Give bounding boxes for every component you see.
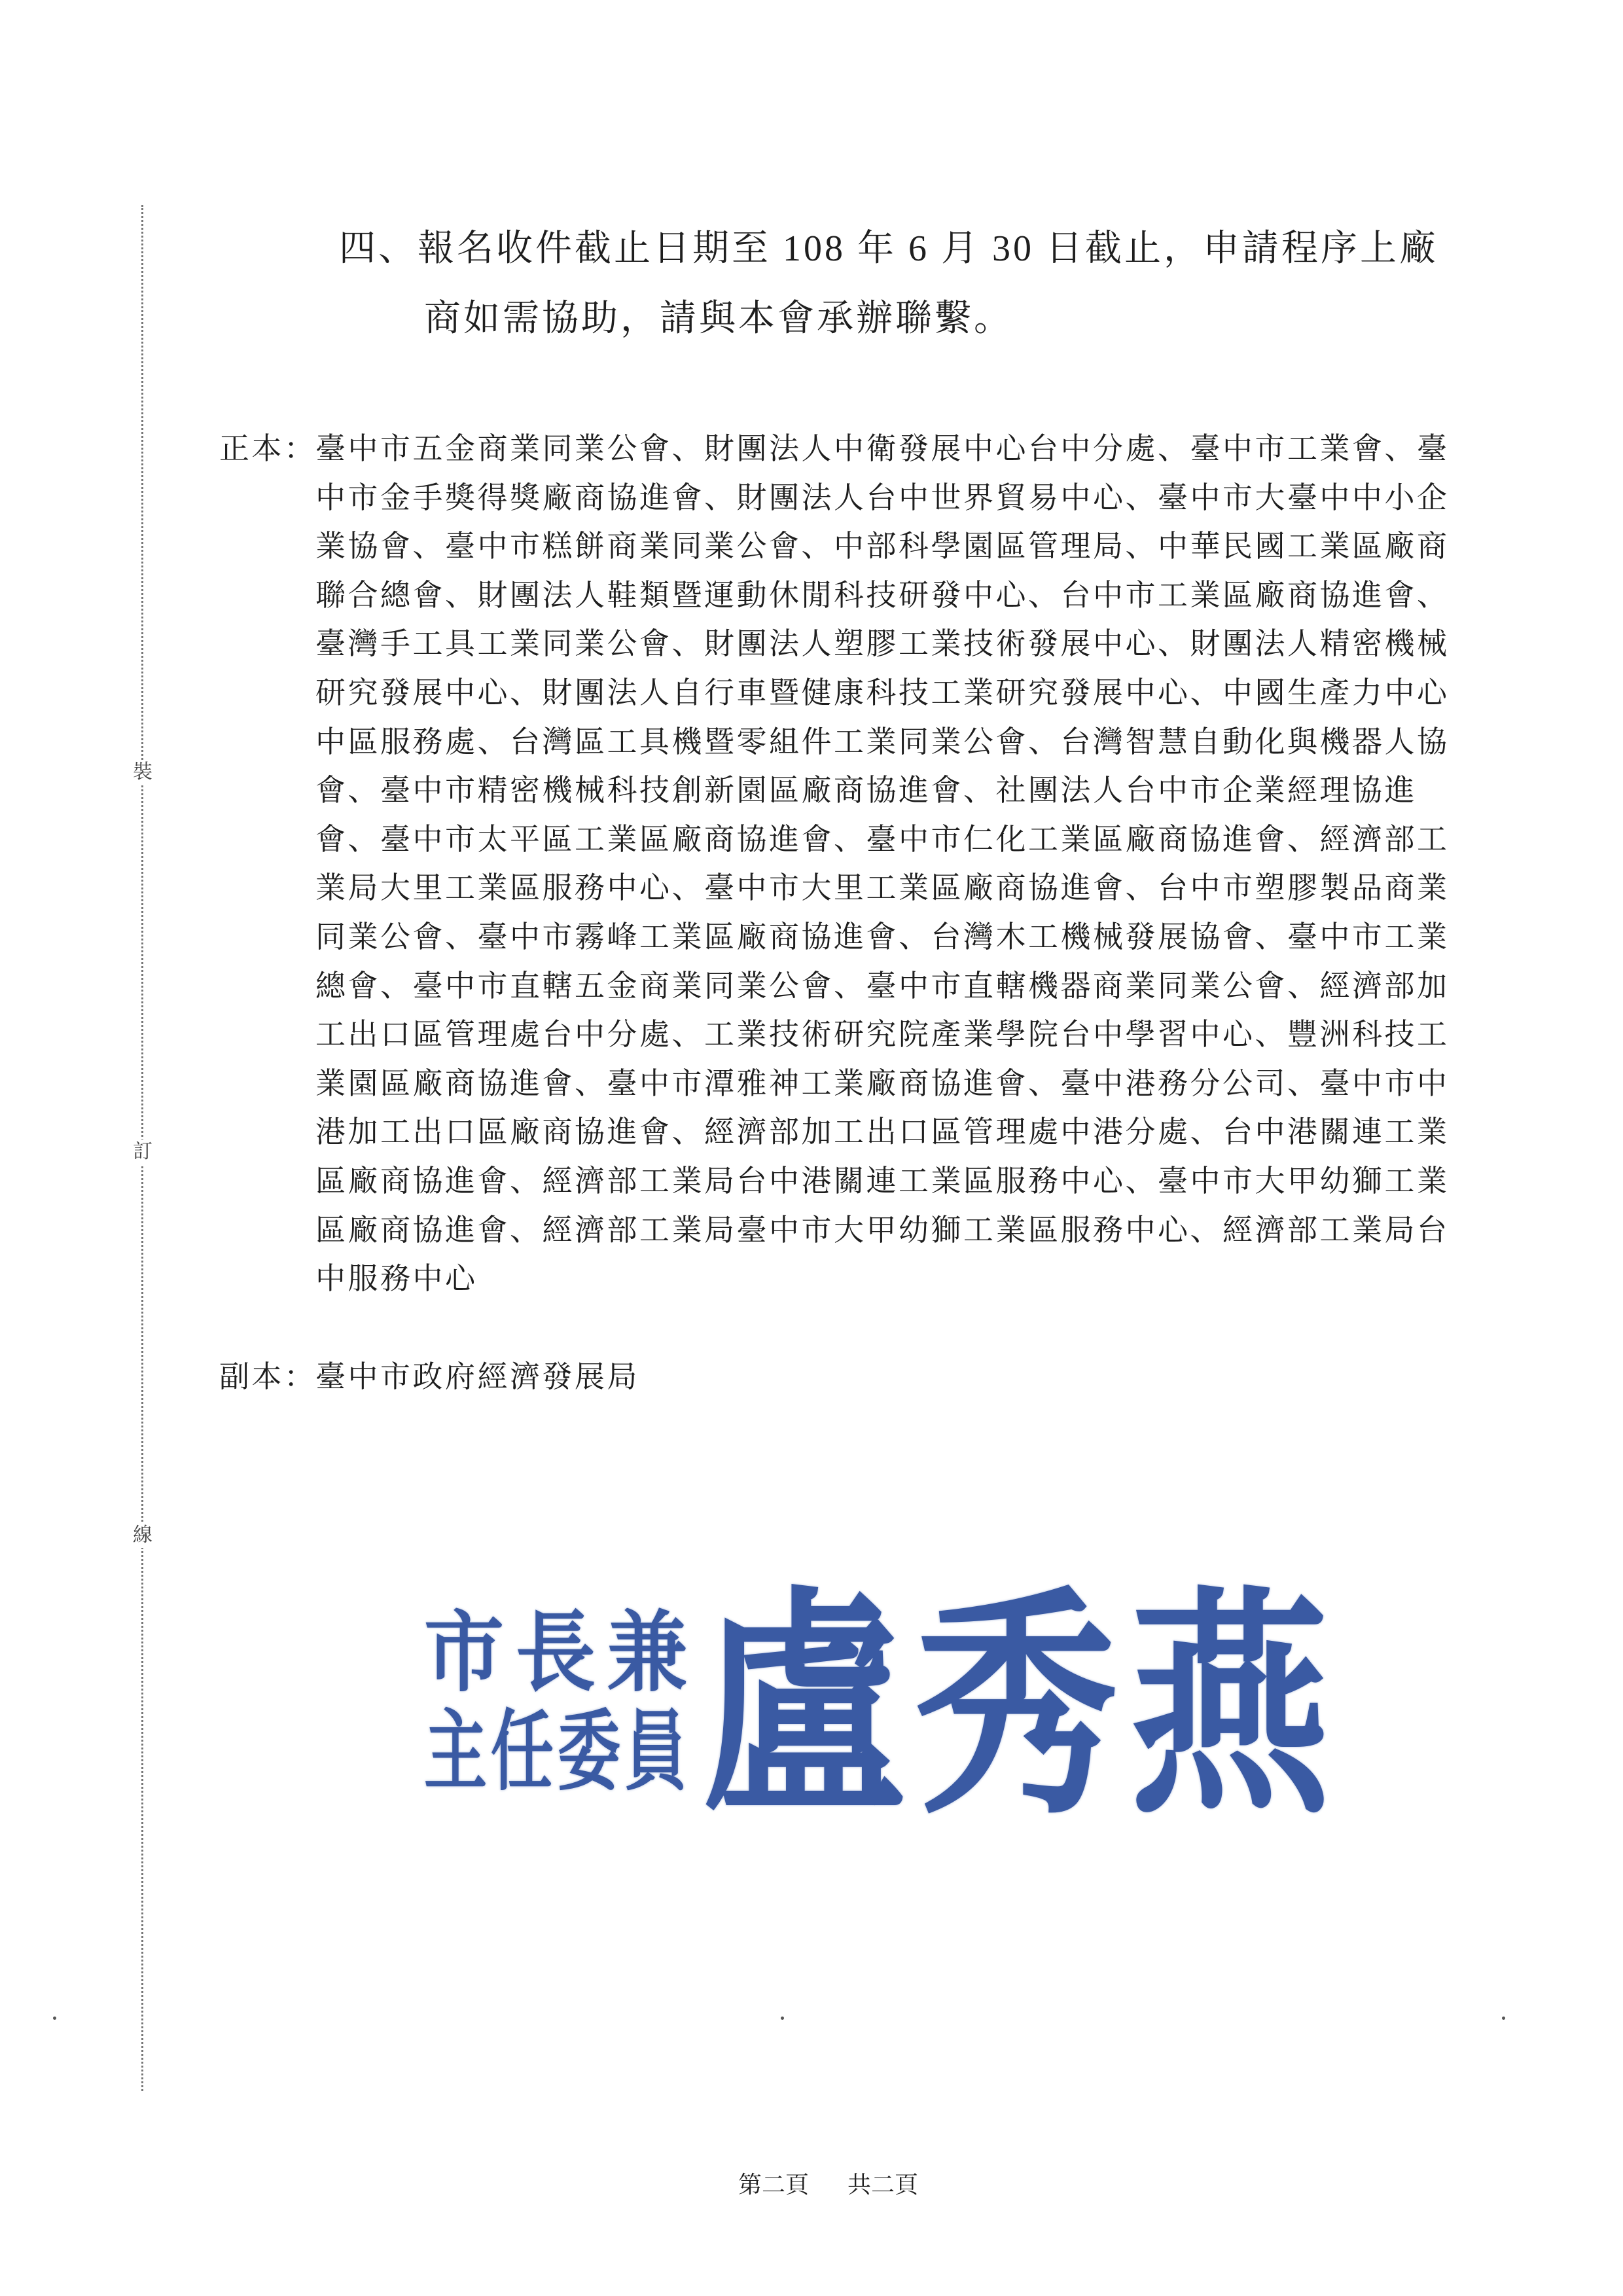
- recipients-line: 工出口區管理處台中分處、工業技術研究院產業學院台中學習中心、豐洲科技工: [315, 1018, 1450, 1052]
- copy-to-value: 臺中市政府經濟發展局: [315, 1360, 639, 1393]
- recipients-line: 聯合總會、財團法人鞋類暨運動休閒科技研發中心、台中市工業區廠商協進會、: [315, 578, 1450, 612]
- recipients-list: [315, 425, 1450, 1304]
- recipients-line: 區廠商協進會、經濟部工業局臺中市大甲幼獅工業區服務中心、經濟部工業局台: [315, 1213, 1450, 1247]
- recipients-line: 會、臺中市精密機械科技創新園區廠商協進會、社團法人台中市企業經理協進: [315, 774, 1417, 808]
- recipients-line: 中服務中心: [315, 1262, 478, 1296]
- recipients-line: 臺灣手工具工業同業公會、財團法人塑膠工業技術發展中心、財團法人精密機械: [315, 627, 1450, 661]
- recipients-line: 業局大里工業區服務中心、臺中市大里工業區廠商協進會、台中市塑膠製品商業: [315, 871, 1450, 905]
- recipients-label: 正本：: [219, 432, 317, 465]
- recipients-line: 會、臺中市太平區工業區廠商協進會、臺中市仁化工業區廠商協進會、經濟部工: [315, 822, 1450, 856]
- recipients-line: 臺中市五金商業同業公會、財團法人中衛發展中心台中分處、臺中市工業會、臺: [315, 432, 1450, 465]
- recipients-line: 中區服務處、台灣區工具機暨零組件工業同業公會、台灣智慧自動化與機器人協: [315, 725, 1450, 759]
- recipients-line: 業園區廠商協進會、臺中市潭雅神工業廠商協進會、臺中港務分公司、臺中市中: [315, 1066, 1450, 1100]
- page-total: 共二頁: [847, 2172, 919, 2198]
- recipients-line: 區廠商協進會、經濟部工業局台中港關連工業區服務中心、臺中市大甲幼獅工業: [315, 1164, 1450, 1198]
- recipients-line: 業協會、臺中市糕餅商業同業公會、中部科學園區管理局、中華民國工業區廠商: [315, 529, 1450, 564]
- page-footer: [738, 2172, 918, 2198]
- recipients-line: 同業公會、臺中市霧峰工業區廠商協進會、台灣木工機械發展協會、臺中市工業: [315, 920, 1450, 954]
- recipients-line: 港加工出口區廠商協進會、經濟部加工出口區管理處中港分處、台中港關連工業: [315, 1115, 1450, 1149]
- binding-label-xian: 線: [130, 1523, 155, 1548]
- binding-label-zhuang: 裝: [130, 760, 155, 785]
- scan-speck: [781, 2017, 784, 2020]
- copy-to-recipient: [315, 1353, 639, 1402]
- binding-label-ding: 訂: [130, 1139, 155, 1164]
- copy-to-label: 副本：: [219, 1360, 317, 1393]
- signature-name: 盧秀燕: [702, 1566, 1342, 1847]
- page-number: 第二頁: [738, 2172, 810, 2198]
- section-four-line-2: 商如需協助，請與本會承辦聯繫。: [424, 298, 1013, 339]
- section-four-line-1: 四、報名收件截止日期至 108 年 6 月 30 日截止，申請程序上廠: [339, 228, 1438, 269]
- recipients-line: 研究發展中心、財團法人自行車暨健康科技工業研究發展中心、中國生產力中心: [315, 675, 1450, 709]
- scan-speck: [1502, 2017, 1505, 2020]
- recipients-line: 總會、臺中市直轄五金商業同業公會、臺中市直轄機器商業同業公會、經濟部加: [315, 969, 1450, 1003]
- recipients-line: 中市金手獎得獎廠商協進會、財團法人台中世界貿易中心、臺中市大臺中中小企: [315, 480, 1450, 514]
- scan-speck: [53, 2017, 56, 2020]
- signature-title-chairperson: 主任委員: [424, 1699, 691, 1803]
- signature-title-mayor: 市長兼: [424, 1600, 699, 1704]
